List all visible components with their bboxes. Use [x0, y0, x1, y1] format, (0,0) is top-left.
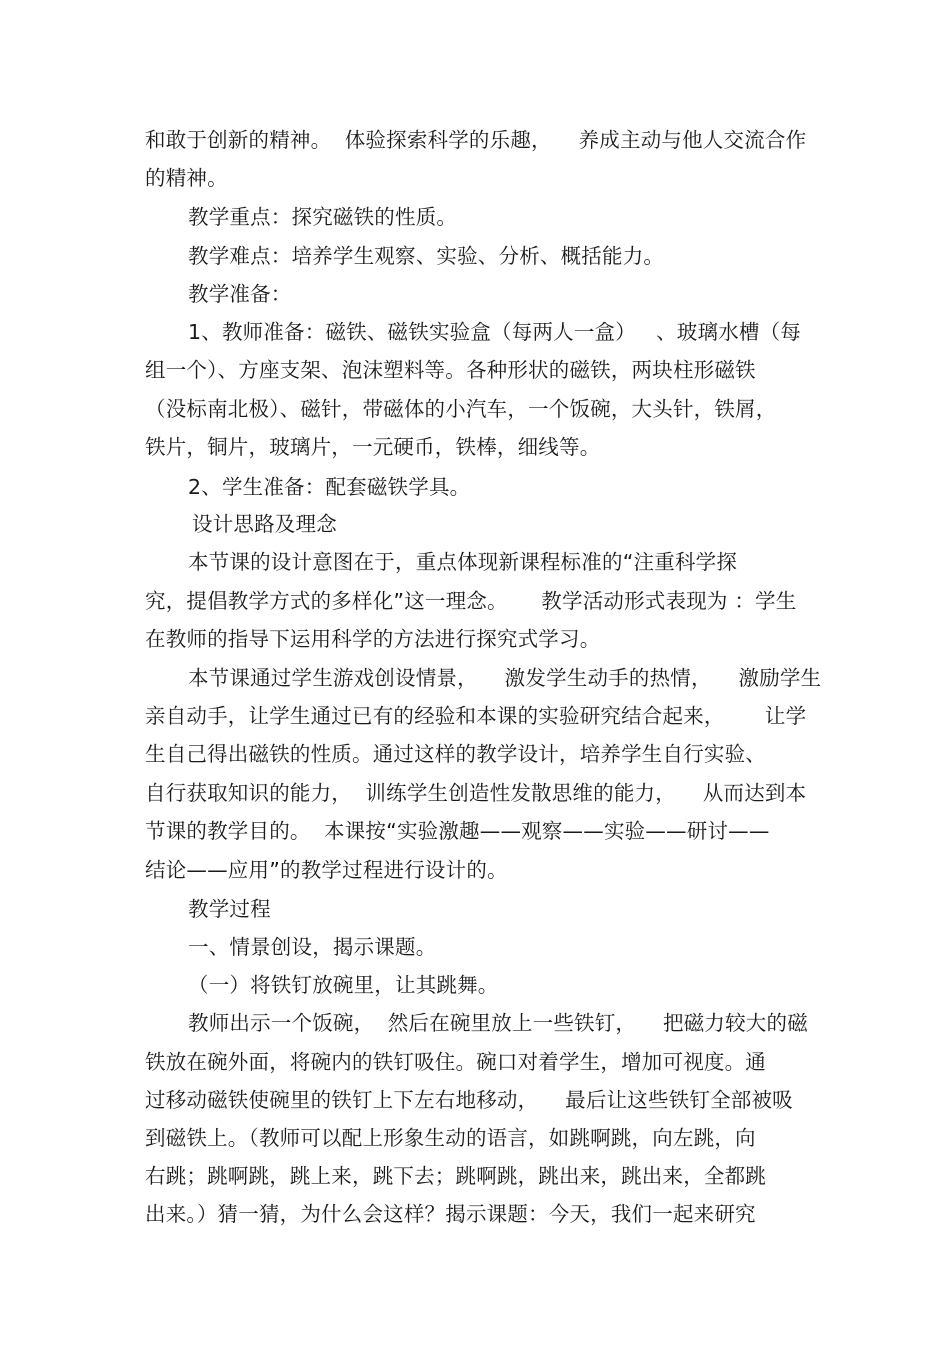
text-line: 在教师的指导下运用科学的方法进行探究式学习。 — [145, 627, 601, 651]
text-line: 1、教师准备：磁铁、磁铁实验盒（每两人一盒） 、玻璃水槽（每 — [188, 320, 801, 344]
text-line: 亲自动手，让学生通过已有的经验和本课的实验研究结合起来， 让学 — [145, 704, 807, 728]
text-line: 出来。）猜一猜，为什么会这样？揭示课题：今天，我们一起来研究 — [145, 1202, 756, 1226]
text-line: 生自己得出磁铁的性质。通过这样的教学设计，培养学生自行实验、 — [145, 742, 766, 766]
text-line: 教学过程 — [188, 897, 271, 921]
text-line: 教学重点：探究磁铁的性质。 — [188, 205, 458, 229]
text-line: 自行获取知识的能力， 训练学生创造性发散思维的能力， 从而达到本 — [145, 781, 807, 805]
text-line: 到磁铁上。（教师可以配上形象生动的语言，如跳啊跳，向左跳，向 — [145, 1126, 756, 1150]
text-line: （一）将铁钉放碗里，让其跳舞。 — [188, 973, 499, 997]
text-line: 本节课的设计意图在于，重点体现新课程标准的“注重科学探 — [188, 550, 738, 574]
text-line: 结论——应用”的教学过程进行设计的。 — [145, 858, 508, 882]
text-line: 组一个）、方座支架、泡沫塑料等。各种形状的磁铁，两块柱形磁铁 — [145, 358, 756, 382]
text-line: 铁放在碗外面，将碗内的铁钉吸住。碗口对着学生，增加可视度。通 — [145, 1050, 766, 1074]
text-line: 设计思路及理念 — [192, 512, 337, 536]
text-line: 节课的教学目的。 本课按“实验激趣——观察——实验——研讨—— — [145, 819, 770, 843]
text-line: 本节课通过学生游戏创设情景， 激发学生动手的热情， 激励学生 — [188, 666, 822, 690]
text-line: 教学难点：培养学生观察、实验、分析、概括能力。 — [188, 244, 665, 268]
text-line: 一、情景创设，揭示课题。 — [188, 935, 437, 959]
text-line: 的精神。 — [145, 166, 228, 190]
text-line: 究，提倡教学方式的多样化”这一理念。 教学活动形式表现为 ：学生 — [145, 589, 797, 613]
text-line: 教师出示一个饭碗， 然后在碗里放上一些铁钉， 把磁力较大的磁 — [188, 1011, 808, 1035]
text-line: （没标南北极）、磁针，带磁体的小汽车，一个饭碗，大头针，铁屑， — [145, 397, 777, 421]
text-line: 过移动磁铁使碗里的铁钉上下左右地移动， 最后让这些铁钉全部被吸 — [145, 1088, 793, 1112]
text-line: 铁片，铜片，玻璃片，一元硬币，铁棒，细线等。 — [145, 435, 601, 459]
text-line: 右跳；跳啊跳，跳上来，跳下去；跳啊跳，跳出来，跳出来，全都跳 — [145, 1164, 766, 1188]
text-line: 和敢于创新的精神。 体验探索科学的乐趣， 养成主动与他人交流合作 — [145, 128, 807, 152]
text-line: 教学准备： — [188, 282, 292, 306]
text-line: 2、学生准备：配套磁铁学具。 — [188, 475, 471, 499]
